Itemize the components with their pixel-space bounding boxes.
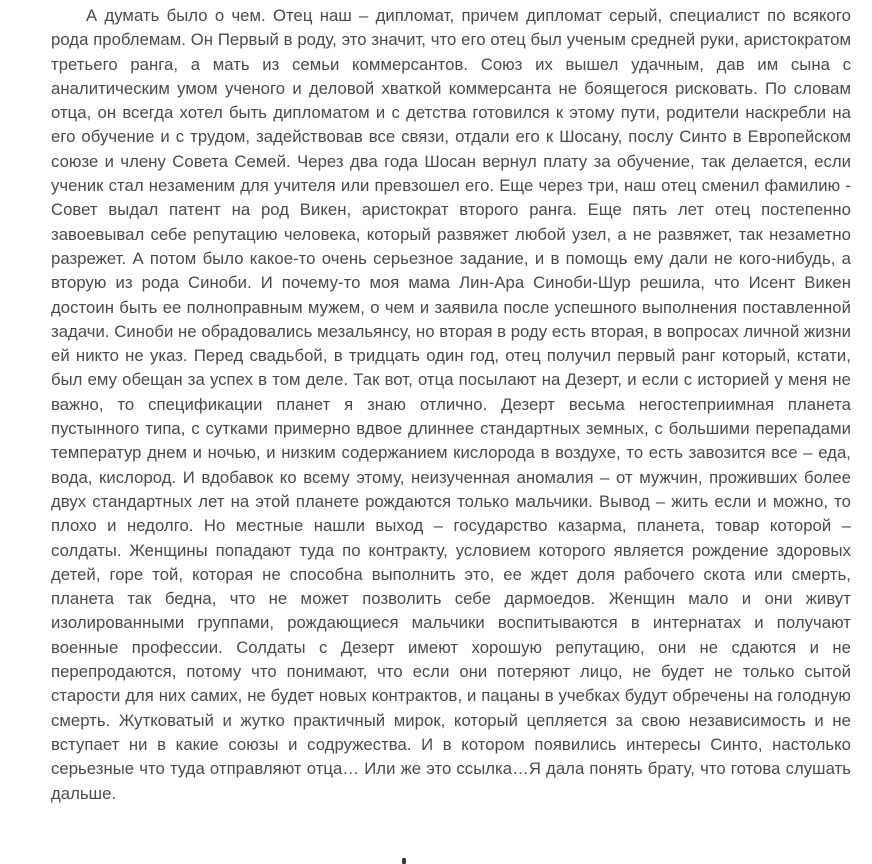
body-paragraph: А думать было о чем. Отец наш – дипломат, причем дипломат серый, специалист по всякого рода проблемам. Он Первый в роду, это значит, что его отец был ученым средней руки, аристократом третьего ранга, а мать из семьи коммерсантов. Союз их вышел удачным, дав им сына с аналитическим умом ученого и деловой хваткой коммерсанта не боящегося рисковать. По словам отца, он всегда хотел быть дипломатом и с детства готовился к этому пути, родители наскребли на его обучение и с трудом, задействовав все связи, отдали его к Шосану, послу Синто в Европейском союзе и члену Совета Семей. Через два года Шосан вернул плату за обучение, так делается, если ученик стал незаменим для учителя или превзошел его. Еще через три, наш отец сменил фамилию - Совет выдал патент на род Викен, аристократ второго ранга. Еще пять лет отец постепенно завоевывал себе репутацию человека, который развяжет любой узел, а не развяжет, так незаметно разрежет. А потом было какое-то очень серьезное задание, и в помощь ему дали не кого-нибудь, а вторую из рода Синоби. И почему-то моя мама Лин-Ара Синоби-Шур решила, что Исент Викен достоин быть ее полноправным мужем, о чем и заявила после успешного выполнения поставленной задачи. Синоби не обрадовались мезальянсу, но вторая в роду есть вторая, в вопросах личной жизни ей никто не указ. Перед свадьбой, в тридцать один год, отец получил первый ранг который, кстати, был ему обещан за успех в том деле. Так вот, отца посылают на Дезерт, и если с историей у меня не важно, то спецификации планет я знаю отлично. Дезерт весьма негостеприимная планета пустынного типа, с сутками примерно вдвое длиннее стандартных земных, с большими перепадами температур днем и ночью, и низким содержанием кислорода в воздухе, то есть завозится все – еда, вода, кислород. И вдобавок ко всему этому, неизученная аномалия – от мужчин, проживших более двух стандартных лет на этой планете рождаются только мальчики. Вывод – жить если и можно, то плохо и недолго. Но местные нашли выход – государство казарма, планета, товар которой – солдаты. Женщины попадают туда по контракту, условием которого является рождение здоровых детей, горе той, которая не способна выполнить это, ее ждет доля рабочего скота или смерть, планета так бедна, что не может позволить себе дармоедов. Женщин мало и они живут изолированными группами, рождающиеся мальчики воспитываются в интернатах и получают военные профессии. Солдаты с Дезерт имеют хорошую репутацию, они не сдаются и не перепродаются, потому что понимают, что если они потеряют лицо, не будет не только сытой старости для них самих, не будет новых контрактов, и пацаны в учебках будут обречены на голодную смерть. Жутковатый и жутко практичный мирок, который цепляется за свою независимость и не вступает ни в какие союзы и содружества. И в котором появились интересы Синто, настолько серьезные что туда отправляют отца… Или же это ссылка…Я дала понять брату, что готова слушать дальше.: [51, 6, 851, 803]
document-page: [51, 4, 851, 806]
page-break-mark: [402, 858, 406, 864]
